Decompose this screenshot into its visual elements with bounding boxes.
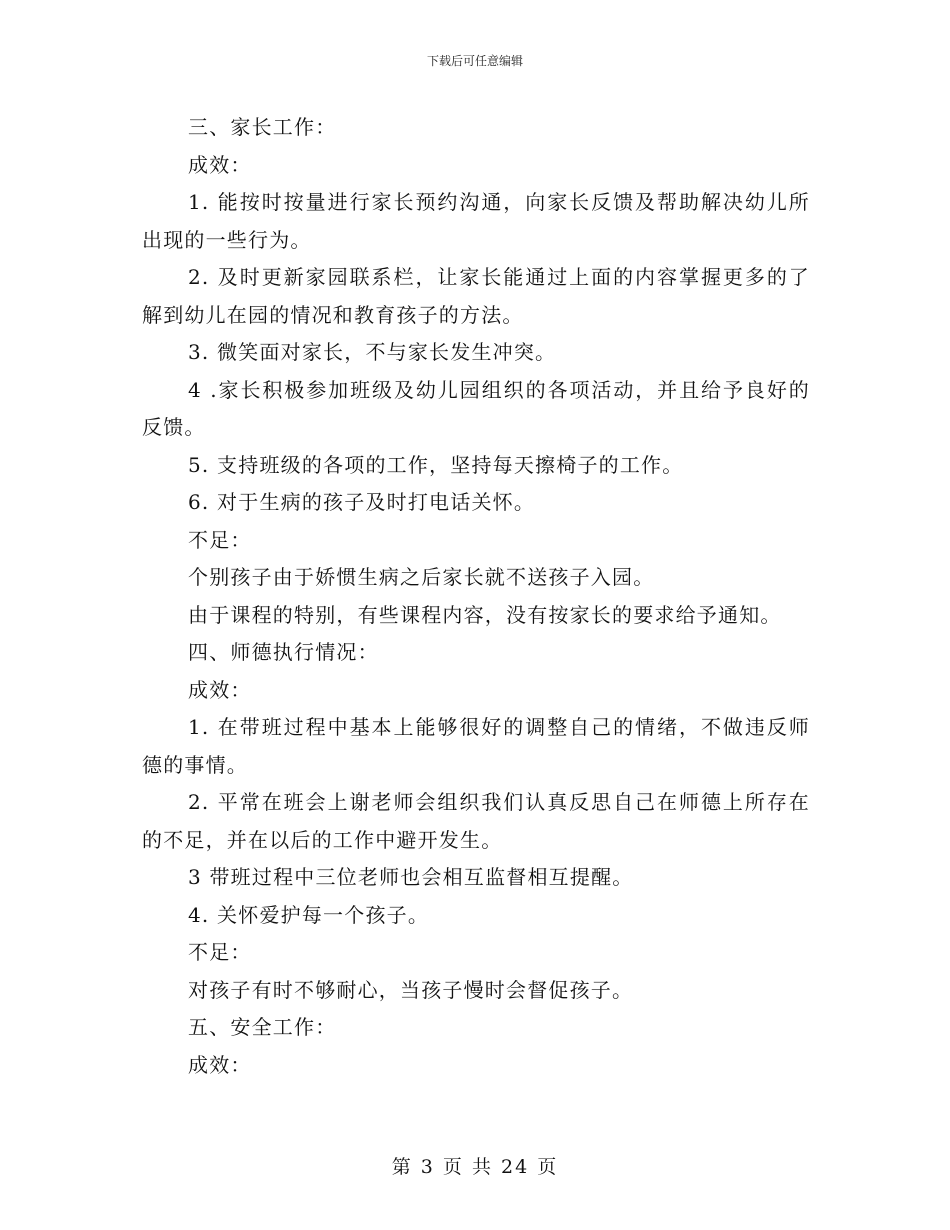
list-item: 1. 能按时按量进行家长预约沟通，向家长反馈及帮助解决幼儿所出现的一些行为。 [142, 190, 810, 252]
section-heading: 三、家长工作： [188, 115, 337, 139]
shortfall-label: 不足： [188, 527, 252, 552]
section-heading: 五、安全工作： [188, 1015, 337, 1039]
paragraph: 对孩子有时不够耐心，当孩子慢时会督促孩子。 [188, 977, 634, 1002]
paragraph: 个别孩子由于娇惯生病之后家长就不送孩子入园。 [188, 565, 655, 589]
shortfall-label: 不足： [188, 940, 252, 964]
list-item: 2. 及时更新家园联系栏，让家长能通过上面的内容掌握更多的了解到幼儿在园的情况和教育孩子的方法。 [142, 265, 810, 327]
results-label: 成效： [188, 677, 252, 702]
results-label: 成效： [188, 1052, 252, 1077]
list-item: 4. 关怀爱护每一个孩子。 [188, 902, 430, 927]
list-item: 6. 对于生病的孩子及时打电话关怀。 [188, 490, 536, 514]
results-label: 成效： [188, 152, 252, 177]
document-body [142, 109, 810, 1084]
list-item: 4 .家长积极参加班级及幼儿园组织的各项活动，并且给予良好的反馈。 [142, 377, 810, 439]
page-number: 第 3 页 共 24 页 [391, 1156, 559, 1178]
page-header: 下载后可任意编辑 [426, 54, 523, 68]
list-item: 3. 微笑面对家长，不与家长发生冲突。 [188, 340, 557, 364]
list-item: 3 带班过程中三位老师也会相互监督相互提醒。 [188, 865, 634, 889]
list-item: 5. 支持班级的各项的工作，坚持每天擦椅子的工作。 [188, 452, 684, 477]
list-item: 1. 在带班过程中基本上能够很好的调整自己的情绪，不做违反师德的事情。 [142, 715, 810, 777]
list-item: 2. 平常在班会上谢老师会组织我们认真反思自己在师德上所存在的不足，并在以后的工作中避开发生。 [142, 790, 810, 852]
section-heading: 四、师德执行情况： [188, 640, 379, 664]
paragraph: 由于课程的特别，有些课程内容，没有按家长的要求给予通知。 [188, 602, 782, 627]
